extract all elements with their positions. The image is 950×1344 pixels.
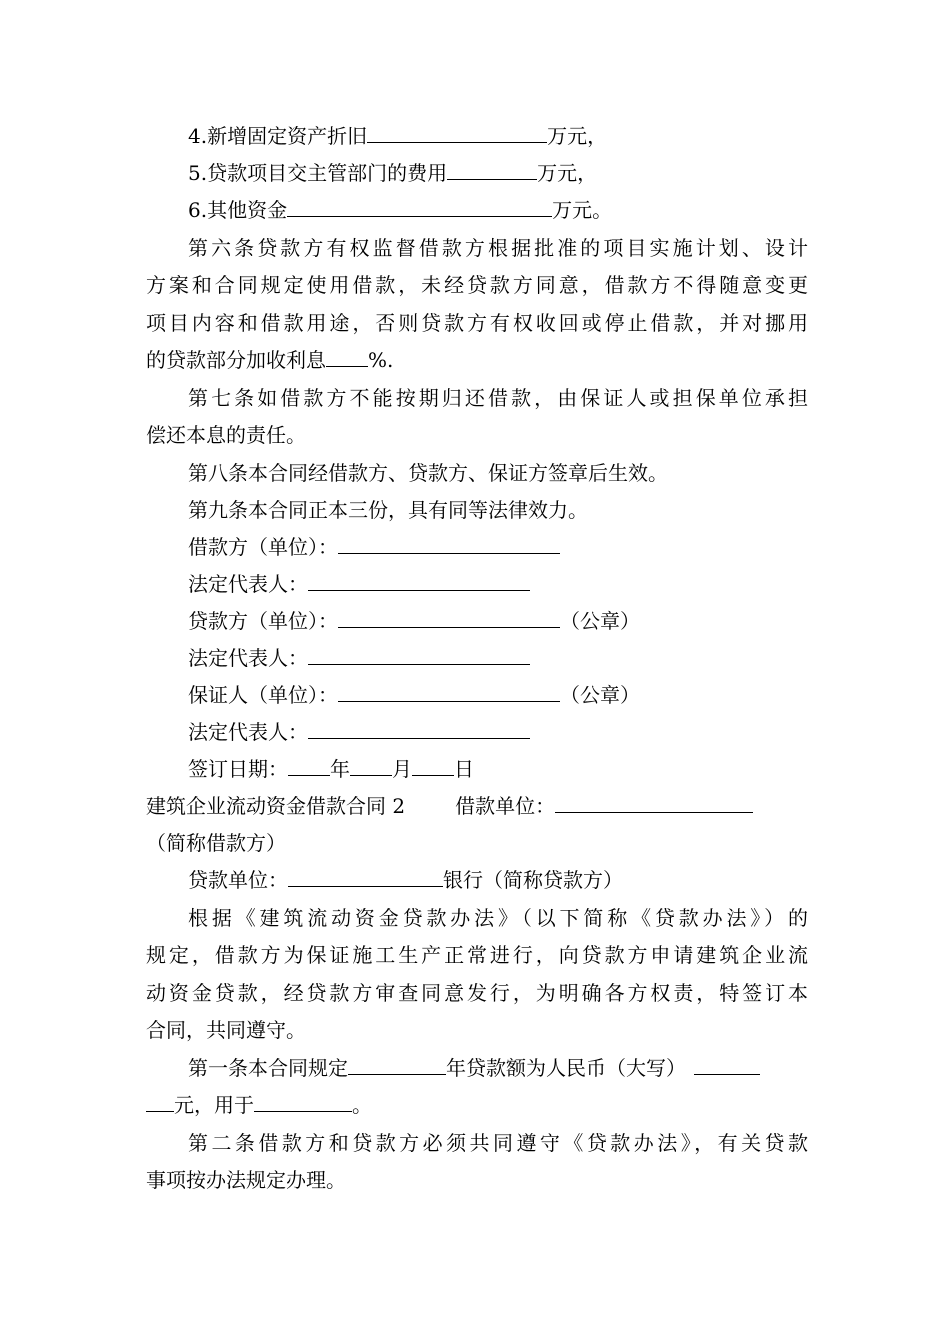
- article-7-line-1: 第七条如借款方不能按期归还借款，由保证人或担保单位承担: [188, 386, 808, 410]
- article-1-line-1: [188, 1054, 808, 1082]
- signature-label: 法定代表人：: [188, 720, 308, 744]
- signature-label: 贷款方（单位）：: [188, 609, 338, 633]
- day-text: 日: [454, 757, 474, 781]
- seal-text: （公章）: [560, 609, 640, 633]
- blank-field: [254, 1091, 352, 1112]
- signature-borrower-rep: [188, 570, 808, 598]
- article-6-line-3: 项目内容和借款用途，否则贷款方有权收回或停止借款，并对挪用: [146, 311, 808, 335]
- unit-text: 万元，: [547, 124, 608, 148]
- blank-field: [287, 196, 552, 217]
- blank-field: [447, 159, 537, 180]
- blank-field: [694, 1054, 760, 1075]
- blank-field: [308, 570, 530, 591]
- blank-field: [288, 866, 443, 887]
- date-label: 签订日期：: [188, 757, 288, 781]
- item-6-line: [188, 196, 808, 224]
- signing-date: [188, 755, 808, 783]
- signature-guarantor-rep: [188, 718, 808, 746]
- article-6-line-1: 第六条贷款方有权监督借款方根据批准的项目实施计划、设计: [188, 236, 808, 260]
- contract-2-title-line: [146, 792, 808, 820]
- article-6-line-4: [146, 346, 808, 374]
- article-1-text: 。: [352, 1093, 372, 1117]
- lender-line: [188, 866, 808, 894]
- article-8: 第八条本合同经借款方、贷款方、保证方签章后生效。: [188, 461, 668, 485]
- signature-lender: [188, 607, 808, 635]
- preamble-line-4: 合同，共同遵守。: [146, 1018, 306, 1042]
- borrower-abbr: （简称借款方）: [146, 831, 286, 855]
- unit-text: 万元。: [552, 198, 613, 222]
- blank-field: [308, 718, 530, 739]
- lender-abbr: 银行（简称贷款方）: [443, 868, 623, 892]
- signature-lender-rep: [188, 644, 808, 672]
- month-text: 月: [392, 757, 412, 781]
- blank-field: [350, 755, 392, 776]
- blank-field: [412, 755, 454, 776]
- article-7-line-2: 偿还本息的责任。: [146, 423, 306, 447]
- lender-label: 贷款单位：: [188, 868, 288, 892]
- article-2-line-2: 事项按办法规定办理。: [146, 1168, 346, 1192]
- item-4-line: [188, 122, 808, 150]
- blank-field: [326, 346, 368, 367]
- item-5-line: [188, 159, 808, 187]
- preamble-line-1: 根据《建筑流动资金贷款办法》（以下简称《贷款办法》）的: [188, 906, 808, 930]
- preamble-line-2: 规定，借款方为保证施工生产正常进行，向贷款方申请建筑企业流: [146, 943, 808, 967]
- preamble-line-3: 动资金贷款，经贷款方审查同意发行，为明确各方权责，特签订本: [146, 981, 808, 1005]
- item-4-text: 4.新增固定资产折旧: [188, 124, 368, 148]
- signature-label: 法定代表人：: [188, 646, 308, 670]
- blank-field: [146, 1091, 174, 1112]
- blank-field: [367, 122, 547, 143]
- item-6-text: 6.其他资金: [188, 198, 288, 222]
- item-5-text: 5.贷款项目交主管部门的费用: [188, 161, 448, 185]
- blank-field: [338, 607, 560, 628]
- blank-field: [288, 755, 330, 776]
- blank-field: [555, 792, 753, 813]
- signature-label: 法定代表人：: [188, 572, 308, 596]
- borrower-label: 借款单位：: [455, 794, 556, 818]
- article-1-line-2: [146, 1091, 808, 1119]
- article-1-text: 第一条本合同规定: [188, 1056, 348, 1080]
- signature-guarantor: [188, 681, 808, 709]
- percent-text: %.: [368, 348, 394, 372]
- blank-field: [348, 1054, 446, 1075]
- year-text: 年: [330, 757, 350, 781]
- blank-field: [338, 681, 560, 702]
- blank-field: [338, 533, 560, 554]
- signature-label: 借款方（单位）：: [188, 535, 338, 559]
- article-6-text: 的贷款部分加收利息: [146, 348, 326, 372]
- article-9: 第九条本合同正本三份，具有同等法律效力。: [188, 498, 588, 522]
- seal-text: （公章）: [560, 683, 640, 707]
- article-2-line-1: 第二条借款方和贷款方必须共同遵守《贷款办法》，有关贷款: [188, 1131, 808, 1155]
- contract-2-title: 建筑企业流动资金借款合同 2: [146, 794, 406, 818]
- article-1-text: 元，用于: [174, 1093, 254, 1117]
- unit-text: 万元，: [537, 161, 598, 185]
- blank-field: [308, 644, 530, 665]
- article-1-text: 年贷款额为人民币（大写）: [446, 1056, 686, 1080]
- article-6-line-2: 方案和合同规定使用借款，未经贷款方同意，借款方不得随意变更: [146, 273, 808, 297]
- signature-label: 保证人（单位）：: [188, 683, 338, 707]
- signature-borrower: [188, 533, 808, 561]
